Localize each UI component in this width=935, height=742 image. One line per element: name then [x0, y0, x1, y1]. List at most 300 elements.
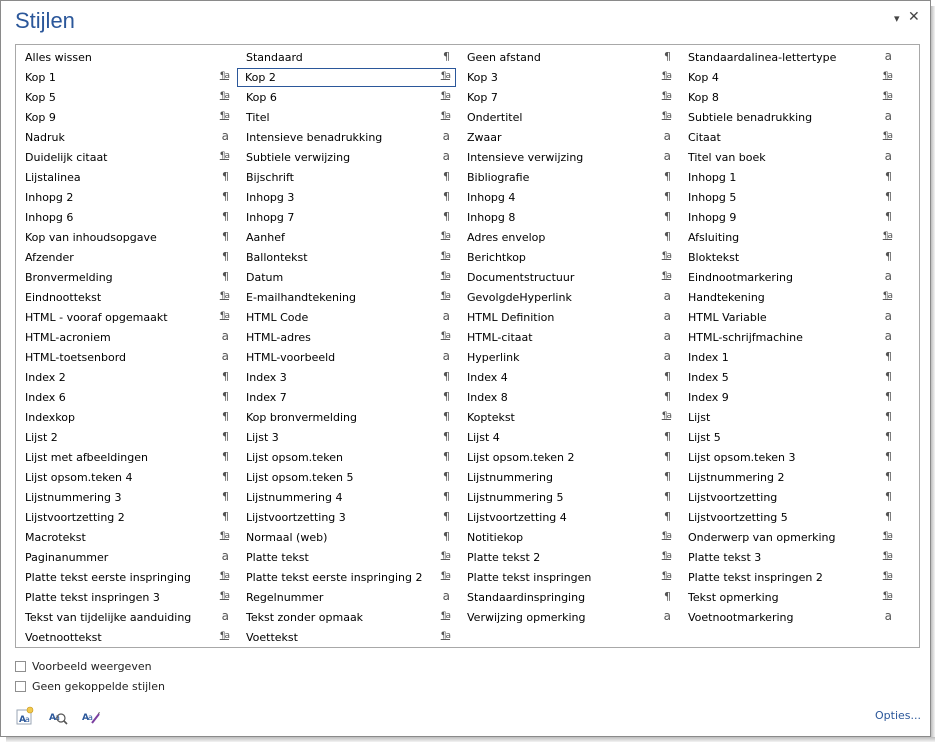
style-item-label: Lijstvoortzetting 4	[467, 511, 567, 524]
style-item-label: Lijstvoortzetting 2	[25, 511, 125, 524]
style-item-label: Inhopg 6	[25, 211, 74, 224]
linked-style-icon: ¶a	[882, 231, 892, 241]
style-item[interactable]	[237, 288, 456, 307]
style-item-label: Kop 5	[25, 91, 56, 104]
svg-text:a: a	[25, 715, 30, 724]
style-item[interactable]	[679, 368, 898, 387]
linked-style-icon: ¶a	[219, 71, 229, 81]
manage-styles-button[interactable]	[81, 706, 101, 726]
close-icon[interactable]: ✕	[908, 9, 920, 25]
paragraph-style-icon: ¶	[885, 470, 892, 483]
paragraph-style-icon: ¶	[443, 210, 450, 223]
linked-style-icon: ¶a	[440, 551, 450, 561]
linked-style-icon: ¶a	[661, 71, 671, 81]
style-item[interactable]	[16, 288, 235, 307]
style-item[interactable]	[679, 208, 898, 227]
style-item[interactable]	[237, 488, 456, 507]
style-item[interactable]	[16, 168, 235, 187]
paragraph-style-icon: ¶	[443, 190, 450, 203]
style-item[interactable]	[458, 368, 677, 387]
linked-style-icon: ¶a	[882, 71, 892, 81]
style-item[interactable]	[679, 348, 898, 367]
pane-options-dropdown-icon[interactable]: ▾	[894, 12, 900, 25]
style-item[interactable]	[679, 588, 898, 607]
style-item[interactable]	[237, 128, 456, 147]
style-item[interactable]	[458, 148, 677, 167]
linked-styles-option[interactable]	[15, 680, 215, 694]
style-item-label: Berichtkop	[467, 251, 526, 264]
style-item[interactable]	[458, 68, 677, 87]
style-item[interactable]	[16, 548, 235, 567]
linked-style-icon: ¶a	[661, 111, 671, 121]
character-style-icon: a	[663, 609, 671, 623]
style-item[interactable]	[16, 488, 235, 507]
style-item[interactable]	[237, 108, 456, 127]
style-item-label: Kop 6	[246, 91, 277, 104]
paragraph-style-icon: ¶	[664, 490, 671, 503]
linked-style-icon: ¶a	[661, 571, 671, 581]
style-item[interactable]	[458, 408, 677, 427]
paragraph-style-icon: ¶	[664, 510, 671, 523]
style-item-label: Inhopg 3	[246, 191, 295, 204]
style-item-label: Lijstvoortzetting 5	[688, 511, 788, 524]
style-item[interactable]	[16, 568, 235, 587]
style-item-label: Lijstnummering 4	[246, 491, 343, 504]
style-item[interactable]	[458, 268, 677, 287]
style-item-label: Inhopg 7	[246, 211, 295, 224]
style-item[interactable]	[458, 428, 677, 447]
style-item[interactable]	[458, 588, 677, 607]
style-item-label: Voettekst	[246, 631, 298, 644]
character-style-icon: a	[663, 329, 671, 343]
style-item-label: Lijstnummering 3	[25, 491, 122, 504]
style-item[interactable]	[679, 108, 898, 127]
style-item[interactable]	[16, 268, 235, 287]
character-style-icon: a	[663, 309, 671, 323]
style-item[interactable]	[679, 88, 898, 107]
pane-shadow-right	[931, 6, 935, 742]
linked-style-icon: ¶a	[440, 71, 450, 81]
style-item[interactable]	[237, 468, 456, 487]
style-item[interactable]	[16, 128, 235, 147]
paragraph-style-icon: ¶	[664, 370, 671, 383]
paragraph-style-icon: ¶	[222, 250, 229, 263]
style-item-label: HTML-schrijfmachine	[688, 331, 803, 344]
style-item-label: Platte tekst 3	[688, 551, 762, 564]
style-item-label: Index 3	[246, 371, 287, 384]
style-item[interactable]	[237, 528, 456, 547]
style-item-label: Platte tekst eerste inspringing	[25, 571, 191, 584]
linked-style-icon: ¶a	[661, 91, 671, 101]
style-item-label: Bloktekst	[688, 251, 740, 264]
style-item-label: Tekst zonder opmaak	[246, 611, 364, 624]
style-item-label: Lijst opsom.teken 3	[688, 451, 796, 464]
style-item[interactable]	[237, 68, 456, 87]
style-item[interactable]	[16, 628, 235, 647]
style-item-label: HTML-adres	[246, 331, 311, 344]
paragraph-style-icon: ¶	[443, 510, 450, 523]
style-item[interactable]	[679, 308, 898, 327]
linked-styles-checkbox[interactable]	[15, 681, 26, 692]
styles-list[interactable]	[15, 44, 920, 648]
style-item-label: Verwijzing opmerking	[467, 611, 586, 624]
style-item[interactable]	[679, 528, 898, 547]
new-style-button[interactable]	[15, 706, 35, 726]
style-item[interactable]	[16, 68, 235, 87]
style-item[interactable]	[679, 168, 898, 187]
character-style-icon: a	[884, 329, 892, 343]
paragraph-style-icon: ¶	[664, 450, 671, 463]
new-style-icon	[15, 706, 35, 726]
style-item[interactable]	[679, 448, 898, 467]
style-item-label: Index 8	[467, 391, 508, 404]
linked-style-icon: ¶a	[440, 271, 450, 281]
style-item[interactable]	[16, 588, 235, 607]
style-item-label: Platte tekst inspringen 3	[25, 591, 160, 604]
style-item[interactable]	[679, 548, 898, 567]
style-item[interactable]	[237, 148, 456, 167]
style-item[interactable]	[458, 248, 677, 267]
character-style-icon: a	[884, 149, 892, 163]
style-item-label: Regelnummer	[246, 591, 324, 604]
linked-style-icon: ¶a	[882, 531, 892, 541]
paragraph-style-icon: ¶	[885, 510, 892, 523]
style-item[interactable]	[679, 608, 898, 627]
style-item-label: Lijst opsom.teken 4	[25, 471, 133, 484]
manage-styles-icon	[81, 706, 101, 726]
style-item-label: Citaat	[688, 131, 721, 144]
style-item-label: Geen afstand	[467, 51, 541, 64]
style-item-label: Titel van boek	[688, 151, 766, 164]
style-item-label: Subtiele verwijzing	[246, 151, 351, 164]
style-item[interactable]	[679, 428, 898, 447]
style-item[interactable]	[237, 608, 456, 627]
style-item[interactable]	[458, 468, 677, 487]
style-item[interactable]	[16, 368, 235, 387]
paragraph-style-icon: ¶	[885, 390, 892, 403]
paragraph-style-icon: ¶	[222, 430, 229, 443]
style-item[interactable]	[458, 528, 677, 547]
style-item[interactable]	[679, 248, 898, 267]
character-style-icon: a	[442, 589, 450, 603]
style-item[interactable]	[458, 128, 677, 147]
paragraph-style-icon: ¶	[885, 170, 892, 183]
style-item[interactable]	[458, 608, 677, 627]
style-item-label: Kop 1	[25, 71, 56, 84]
character-style-icon: a	[663, 349, 671, 363]
style-item[interactable]	[237, 268, 456, 287]
style-item[interactable]	[679, 408, 898, 427]
paragraph-style-icon: ¶	[664, 190, 671, 203]
style-item[interactable]	[679, 188, 898, 207]
paragraph-style-icon: ¶	[443, 410, 450, 423]
options-link[interactable]: Opties...	[875, 709, 921, 722]
style-item[interactable]	[237, 548, 456, 567]
style-item-label: Eindnootmarkering	[688, 271, 793, 284]
style-item[interactable]	[458, 388, 677, 407]
paragraph-style-icon: ¶	[443, 530, 450, 543]
linked-style-icon: ¶a	[661, 551, 671, 561]
style-item[interactable]	[16, 348, 235, 367]
paragraph-style-icon: ¶	[222, 170, 229, 183]
style-item[interactable]	[458, 48, 677, 67]
style-item-label: Intensieve verwijzing	[467, 151, 584, 164]
style-item-label: Kop 8	[688, 91, 719, 104]
paragraph-style-icon: ¶	[222, 470, 229, 483]
style-item[interactable]	[458, 448, 677, 467]
style-item[interactable]	[679, 228, 898, 247]
paragraph-style-icon: ¶	[443, 450, 450, 463]
linked-style-icon: ¶a	[219, 91, 229, 101]
style-item[interactable]	[237, 328, 456, 347]
paragraph-style-icon: ¶	[885, 350, 892, 363]
style-item-label: Index 1	[688, 351, 729, 364]
style-item[interactable]	[458, 308, 677, 327]
style-item[interactable]	[458, 328, 677, 347]
linked-style-icon: ¶a	[882, 131, 892, 141]
style-item[interactable]	[16, 608, 235, 627]
style-item-label: HTML - vooraf opgemaakt	[25, 311, 168, 324]
paragraph-style-icon: ¶	[885, 450, 892, 463]
linked-style-icon: ¶a	[661, 271, 671, 281]
style-item-label: Lijst met afbeeldingen	[25, 451, 148, 464]
style-item[interactable]	[16, 48, 235, 67]
style-item-label: Documentstructuur	[467, 271, 575, 284]
style-item[interactable]	[458, 568, 677, 587]
paragraph-style-icon: ¶	[664, 50, 671, 63]
style-item-label: Standaardalinea-lettertype	[688, 51, 837, 64]
style-item[interactable]	[16, 248, 235, 267]
style-item-label: GevolgdeHyperlink	[467, 291, 572, 304]
style-item-label: Bibliografie	[467, 171, 530, 184]
style-item[interactable]	[679, 128, 898, 147]
style-item-label: Lijstalinea	[25, 171, 81, 184]
style-item-label: Kop bronvermelding	[246, 411, 357, 424]
style-item[interactable]	[16, 528, 235, 547]
style-item-label: Lijst opsom.teken	[246, 451, 343, 464]
style-item-label: Lijstvoortzetting 3	[246, 511, 346, 524]
style-item-label: Tekst van tijdelijke aanduiding	[25, 611, 192, 624]
style-item-label: Lijst 4	[467, 431, 500, 444]
style-item-label: Platte tekst	[246, 551, 309, 564]
style-item[interactable]	[237, 248, 456, 267]
style-item[interactable]	[237, 228, 456, 247]
linked-style-icon: ¶a	[440, 231, 450, 241]
style-item-label: Bijschrift	[246, 171, 294, 184]
paragraph-style-icon: ¶	[664, 390, 671, 403]
style-item[interactable]	[16, 108, 235, 127]
paragraph-style-icon: ¶	[443, 50, 450, 63]
character-style-icon: a	[663, 289, 671, 303]
style-item-label: Ondertitel	[467, 111, 523, 124]
style-item-label: HTML-toetsenbord	[25, 351, 127, 364]
style-item[interactable]	[679, 268, 898, 287]
style-item[interactable]	[237, 208, 456, 227]
style-item[interactable]	[16, 428, 235, 447]
character-style-icon: a	[221, 349, 229, 363]
style-item-label: Lijstnummering	[467, 471, 553, 484]
style-item[interactable]	[16, 388, 235, 407]
style-item-label: Inhopg 2	[25, 191, 74, 204]
style-item[interactable]	[458, 548, 677, 567]
style-item[interactable]	[237, 388, 456, 407]
character-style-icon: a	[663, 129, 671, 143]
style-item[interactable]	[458, 108, 677, 127]
style-item-label: Index 7	[246, 391, 287, 404]
style-item-label: Intensieve benadrukking	[246, 131, 383, 144]
style-item[interactable]	[458, 168, 677, 187]
style-item[interactable]	[16, 408, 235, 427]
style-item-label: Datum	[246, 271, 284, 284]
style-item[interactable]	[16, 308, 235, 327]
style-item-label: Paginanummer	[25, 551, 109, 564]
linked-style-icon: ¶a	[440, 571, 450, 581]
character-style-icon: a	[442, 349, 450, 363]
style-item[interactable]	[237, 168, 456, 187]
style-item[interactable]	[237, 188, 456, 207]
style-item[interactable]	[16, 188, 235, 207]
linked-style-icon: ¶a	[882, 91, 892, 101]
character-style-icon: a	[884, 109, 892, 123]
linked-style-icon: ¶a	[440, 251, 450, 261]
style-item[interactable]	[16, 228, 235, 247]
linked-style-icon: ¶a	[219, 311, 229, 321]
style-item-label: Adres envelop	[467, 231, 546, 244]
style-item[interactable]	[16, 88, 235, 107]
style-item[interactable]	[458, 208, 677, 227]
paragraph-style-icon: ¶	[443, 430, 450, 443]
style-item[interactable]	[16, 148, 235, 167]
style-item[interactable]	[679, 288, 898, 307]
style-item-label: Platte tekst inspringen 2	[688, 571, 823, 584]
style-item[interactable]	[16, 208, 235, 227]
style-item-label: Voetnootmarkering	[688, 611, 794, 624]
svg-text:A: A	[19, 715, 26, 725]
style-item-label: Tekst opmerking	[688, 591, 779, 604]
style-item-label: Inhopg 8	[467, 211, 516, 224]
paragraph-style-icon: ¶	[222, 370, 229, 383]
style-item-label: Subtiele benadrukking	[688, 111, 813, 124]
paragraph-style-icon: ¶	[664, 430, 671, 443]
linked-style-icon: ¶a	[219, 531, 229, 541]
style-item-label: Zwaar	[467, 131, 502, 144]
paragraph-style-icon: ¶	[222, 450, 229, 463]
linked-styles-label: Geen gekoppelde stijlen	[32, 680, 165, 693]
linked-style-icon: ¶a	[219, 571, 229, 581]
style-item[interactable]	[237, 568, 456, 587]
style-item-label: Ballontekst	[246, 251, 308, 264]
paragraph-style-icon: ¶	[222, 210, 229, 223]
style-item-label: HTML-acroniem	[25, 331, 111, 344]
style-item[interactable]	[458, 228, 677, 247]
character-style-icon: a	[221, 609, 229, 623]
style-item[interactable]	[237, 428, 456, 447]
preview-option[interactable]	[15, 660, 215, 674]
style-item[interactable]	[237, 308, 456, 327]
style-item[interactable]	[679, 148, 898, 167]
character-style-icon: a	[221, 549, 229, 563]
style-item[interactable]	[679, 388, 898, 407]
style-item[interactable]	[237, 348, 456, 367]
style-item[interactable]	[237, 628, 456, 647]
paragraph-style-icon: ¶	[664, 470, 671, 483]
style-item[interactable]	[458, 508, 677, 527]
style-item-label: Hyperlink	[467, 351, 520, 364]
style-item[interactable]	[679, 48, 898, 67]
linked-style-icon: ¶a	[882, 591, 892, 601]
style-item[interactable]	[458, 488, 677, 507]
style-item[interactable]	[237, 508, 456, 527]
character-style-icon: a	[884, 269, 892, 283]
style-item[interactable]	[458, 348, 677, 367]
preview-checkbox[interactable]	[15, 661, 26, 672]
character-style-icon: a	[221, 329, 229, 343]
style-item[interactable]	[679, 568, 898, 587]
style-item-label: Indexkop	[25, 411, 75, 424]
style-item-label: Normaal (web)	[246, 531, 328, 544]
style-item[interactable]	[679, 68, 898, 87]
style-item-label: Eindnoottekst	[25, 291, 102, 304]
style-inspector-button[interactable]	[48, 706, 68, 726]
paragraph-style-icon: ¶	[443, 470, 450, 483]
style-item[interactable]	[16, 508, 235, 527]
linked-style-icon: ¶a	[219, 111, 229, 121]
style-item[interactable]	[679, 488, 898, 507]
style-item[interactable]	[679, 328, 898, 347]
svg-text:A: A	[49, 713, 56, 723]
style-item[interactable]	[458, 288, 677, 307]
linked-style-icon: ¶a	[440, 631, 450, 641]
linked-style-icon: ¶a	[661, 411, 671, 421]
style-item-label: Lijstnummering 5	[467, 491, 564, 504]
style-item[interactable]	[679, 508, 898, 527]
paragraph-style-icon: ¶	[222, 390, 229, 403]
style-item-label: Afsluiting	[688, 231, 740, 244]
style-item-label: Onderwerp van opmerking	[688, 531, 836, 544]
linked-style-icon: ¶a	[882, 291, 892, 301]
style-item-label: Macrotekst	[25, 531, 86, 544]
style-item[interactable]	[237, 408, 456, 427]
linked-style-icon: ¶a	[219, 591, 229, 601]
style-item-label: Lijst 5	[688, 431, 721, 444]
style-item-label: Handtekening	[688, 291, 765, 304]
linked-style-icon: ¶a	[440, 331, 450, 341]
style-item[interactable]	[16, 448, 235, 467]
style-item[interactable]	[237, 448, 456, 467]
linked-style-icon: ¶a	[219, 631, 229, 641]
style-item[interactable]	[237, 88, 456, 107]
style-item[interactable]	[237, 368, 456, 387]
style-item[interactable]	[237, 48, 456, 67]
style-item-label: Inhopg 9	[688, 211, 737, 224]
style-item-label: Inhopg 4	[467, 191, 516, 204]
style-item[interactable]	[679, 468, 898, 487]
paragraph-style-icon: ¶	[443, 390, 450, 403]
style-item-label: Kop 3	[467, 71, 498, 84]
paragraph-style-icon: ¶	[222, 510, 229, 523]
svg-text:a: a	[88, 713, 93, 722]
linked-style-icon: ¶a	[440, 611, 450, 621]
style-item[interactable]	[458, 188, 677, 207]
style-item-label: HTML-citaat	[467, 331, 533, 344]
style-item[interactable]	[16, 468, 235, 487]
style-item[interactable]	[237, 588, 456, 607]
style-item-label: Voetnoottekst	[25, 631, 102, 644]
paragraph-style-icon: ¶	[885, 370, 892, 383]
style-item[interactable]	[458, 88, 677, 107]
linked-style-icon: ¶a	[219, 151, 229, 161]
style-item[interactable]	[16, 328, 235, 347]
